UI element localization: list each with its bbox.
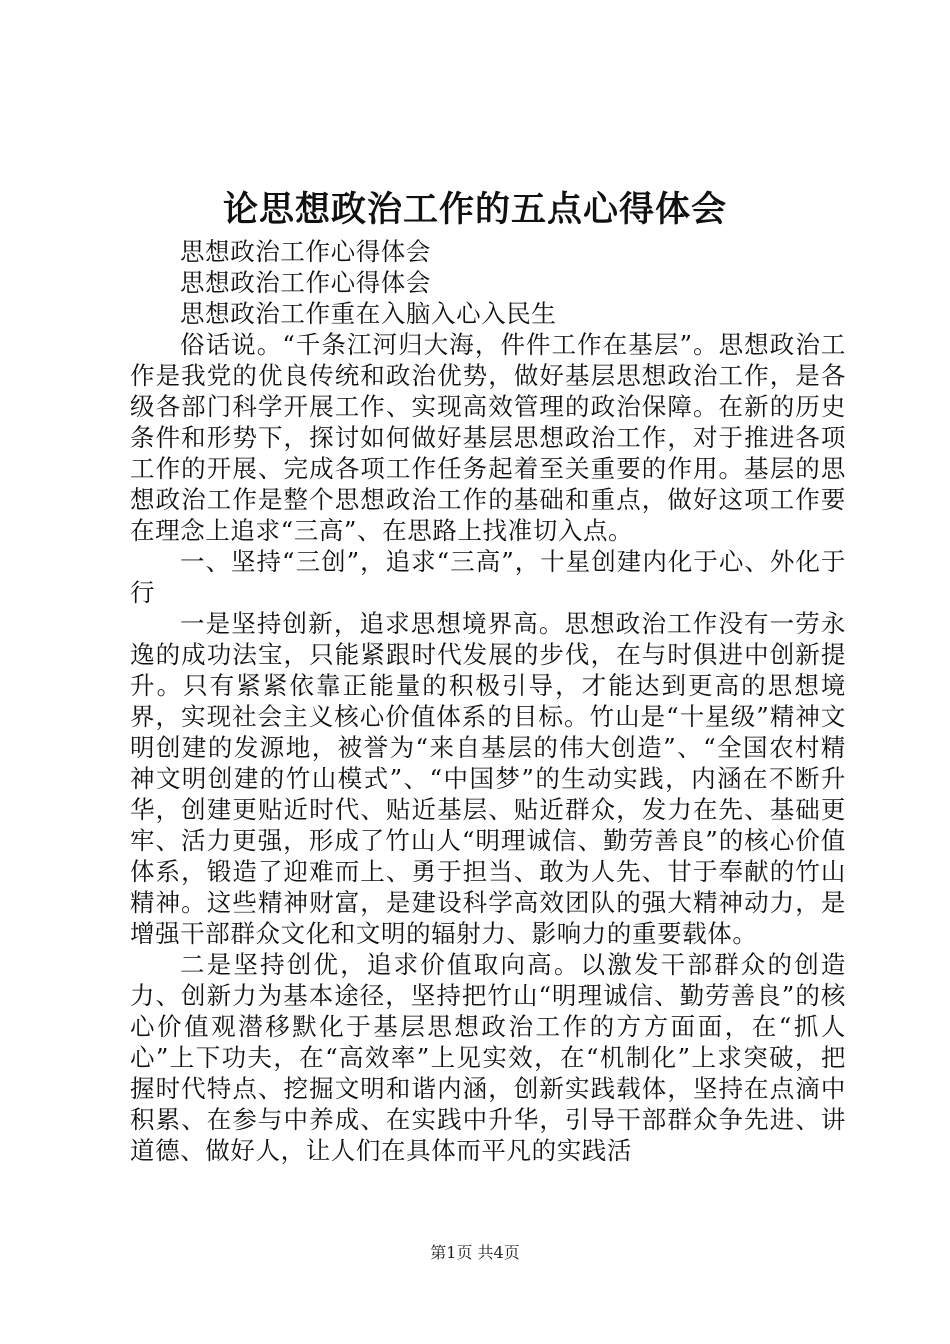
page-number-footer: 第1页 共4页 [430, 1243, 520, 1262]
paragraph-intro: 俗话说。“千条江河归大海，件件工作在基层”。思想政治工作是我党的优良传统和政治优势，做好基层思想政治工作，是各级各部门科学开展工作、实现高效管理的政治保障。在新的历史条件和形势下，探讨如何做好基层思想政治工作，对于推进各项工作的开展、完成各项工作任务起着至关重要的作用。基层的思想政治工作是整个思想政治工作的基础和重点，做好这项工作要在理念上追求“三高”、在思路上找准切入点。 [130, 330, 846, 545]
paragraph-subtitle-2: 思想政治工作心得体会 [180, 268, 431, 297]
paragraph-innovation: 一是坚持创新，追求思想境界高。思想政治工作没有一劳永逸的成功法宝，只能紧跟时代发展的步伐，在与时俱进中创新提升。只有紧紧依靠正能量的积极引导，才能达到更高的思想境界，实现社会主义核心价值体系的目标。竹山是“十星级”精神文明创建的发源地，被誉为“来自基层的伟大创造”、“全国农村精神文明创建的竹山模式”、“中国梦”的生动实践，内涵在不断升华，创建更贴近时代、贴近基层、贴近群众，发力在先、基础更牢、活力更强，形成了竹山人“明理诚信、勤劳善良”的核心价值体系，锻造了迎难而上、勇于担当、敢为人先、甘于奉献的竹山精神。这些精神财富，是建设科学高效团队的强大精神动力，是增强干部群众文化和文明的辐射力、影响力的重要载体。 [130, 609, 846, 948]
document-title: 论思想政治工作的五点心得体会 [222, 189, 727, 230]
paragraph-subtitle-3: 思想政治工作重在入脑入心入民生 [180, 299, 557, 328]
section-heading-1: 一、坚持“三创”，追求“三高”，十星创建内化于心、外化于行 [130, 547, 846, 607]
paragraph-subtitle-1: 思想政治工作心得体会 [180, 237, 431, 266]
document-body [130, 236, 846, 1166]
paragraph-excellence: 二是坚持创优，追求价值取向高。以激发干部群众的创造力、创新力为基本途径，坚持把竹山“明理诚信、勤劳善良”的核心价值观潜移默化于基层思想政治工作的方方面面，在“抓人心”上下功夫，在“高效率”上见实效，在“机制化”上求突破，把握时代特点、挖掘文明和谐内涵，创新实践载体，坚持在点滴中积累、在参与中养成、在实践中升华，引导干部群众争先进、讲道德、做好人，让人们在具体而平凡的实践活 [130, 950, 846, 1165]
